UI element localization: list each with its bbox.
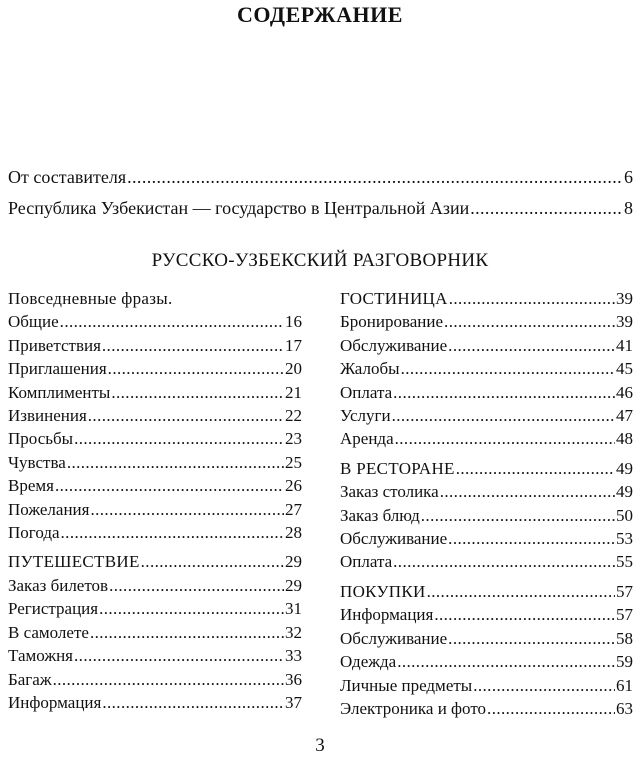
toc-page: 37 [285,692,302,712]
toc-label: Повседневные фразы. [8,289,173,308]
dot-leader [421,504,615,527]
toc-label: Чувства [8,452,66,472]
toc-entry[interactable] [8,427,302,450]
dot-leader [448,627,615,650]
dot-leader [434,603,615,626]
toc-entry[interactable] [8,451,302,474]
toc-right-column [340,287,633,726]
toc-label: Республика Узбекистан — государство в Центральной Азии [8,198,470,218]
toc-page: 27 [285,499,302,519]
toc-group [8,550,302,714]
page-title: СОДЕРЖАНИЕ [237,2,403,27]
toc-entry[interactable] [8,644,302,667]
dot-leader [393,381,615,404]
toc-page: 22 [285,406,302,426]
toc-page: 32 [285,622,302,642]
toc-label: Оплата [340,552,393,572]
dot-leader [74,644,284,667]
toc-entry[interactable] [8,334,302,357]
dot-leader [109,574,284,597]
toc-label: Информация [8,692,102,712]
toc-entry[interactable] [8,691,302,714]
dot-leader [90,621,284,644]
dot-leader [90,498,284,521]
toc-group [340,580,633,720]
toc-label: Информация [340,605,434,625]
toc-label: Приглашения [8,359,107,379]
toc-page: 57 [616,605,633,625]
toc-page: 61 [616,675,633,695]
toc-page: 6 [624,167,633,187]
toc-entry[interactable] [340,627,633,650]
toc-entry[interactable] [8,357,302,380]
toc-label: Извинения [8,406,87,426]
dot-leader [102,691,284,714]
toc-label: Личные предметы [340,675,473,695]
dot-leader [401,357,615,380]
dot-leader [456,457,615,480]
toc-group [340,457,633,574]
toc-entry[interactable] [340,404,633,427]
dot-leader [99,597,284,620]
toc-entry[interactable] [340,550,633,573]
toc-page: 49 [616,458,633,478]
dot-leader [449,287,615,310]
dot-leader [444,310,615,333]
dot-leader [102,334,284,357]
toc-group-heading[interactable] [340,287,633,310]
dot-leader [55,474,284,497]
toc-group-heading[interactable] [340,457,633,480]
toc-page: 23 [285,429,302,449]
toc-entry[interactable] [8,498,302,521]
toc-entry[interactable] [340,697,633,720]
toc-entry[interactable] [8,668,302,691]
dot-leader [440,480,615,503]
toc-label: Аренда [340,429,394,449]
toc-label: Просьбы [8,429,74,449]
toc-page: 50 [616,505,633,525]
toc-label: Комплименты [8,382,111,402]
dot-leader [448,527,615,550]
dot-leader [395,427,615,450]
toc-label: Пожелания [8,499,90,519]
toc-entry[interactable] [340,527,633,550]
toc-group-heading[interactable] [340,580,633,603]
toc-page: 48 [616,429,633,449]
toc-label: Жалобы [340,359,400,379]
toc-page: 39 [616,289,633,308]
toc-page: 31 [285,599,302,619]
dot-leader [487,697,615,720]
dot-leader [108,357,284,380]
toc-page: 28 [285,523,302,543]
section-title: РУССКО-УЗБЕКСКИЙ РАЗГОВОРНИК [151,250,489,271]
toc-label: Обслуживание [340,529,448,549]
toc-page: 25 [285,452,302,472]
toc-page: 59 [616,652,633,672]
intro-entry[interactable] [8,193,633,223]
toc-label: Заказ билетов [8,575,109,595]
dot-leader [393,550,615,573]
toc-entry[interactable] [340,357,633,380]
toc-label: От составителя [8,167,127,187]
toc-label: Бронирование [340,312,444,332]
dot-leader [392,404,615,427]
toc-group-heading[interactable] [8,550,302,573]
dot-leader [67,451,284,474]
toc-page: 20 [285,359,302,379]
dot-leader [60,310,284,333]
toc-page: 17 [285,335,302,355]
toc-label: Время [8,476,54,496]
dot-leader [427,580,615,603]
dot-leader [470,193,623,223]
toc-page: 55 [616,552,633,572]
toc-entry[interactable] [340,427,633,450]
toc-page: 36 [285,669,302,689]
toc-page: 26 [285,476,302,496]
toc-page: 49 [616,482,633,502]
toc-page: 53 [616,529,633,549]
toc-group [8,287,302,544]
toc-entry[interactable] [340,334,633,357]
toc-label: ПУТЕШЕСТВИЕ [8,552,140,572]
dot-leader [127,162,623,192]
toc-label: В самолете [8,622,89,642]
dot-leader [473,674,615,697]
toc-page: 63 [616,698,633,718]
toc-entry[interactable] [340,310,633,333]
toc-label: Одежда [340,652,397,672]
toc-page: 46 [616,382,633,402]
toc-entry[interactable] [8,621,302,644]
toc-entry[interactable] [8,310,302,333]
toc-page: 41 [616,335,633,355]
toc-entry[interactable] [8,574,302,597]
toc-label: Оплата [340,382,393,402]
toc-label: Услуги [340,406,391,426]
toc-label: ПОКУПКИ [340,581,426,601]
toc-page: 29 [285,552,302,572]
toc-page: 45 [616,359,633,379]
toc-label: ГОСТИНИЦА [340,289,448,308]
toc-group [340,287,633,451]
toc-label: Багаж [8,669,52,689]
toc-entry[interactable] [340,674,633,697]
dot-leader [53,668,284,691]
toc-label: Таможня [8,646,74,666]
toc-entry[interactable] [340,381,633,404]
dot-leader [88,404,284,427]
toc-label: Заказ столика [340,482,439,502]
toc-entry[interactable] [8,474,302,497]
toc-left-column [8,287,302,720]
toc-label: Погода [8,523,60,543]
toc-label: Приветствия [8,335,101,355]
toc-entry[interactable] [8,404,302,427]
toc-label: Регистрация [8,599,99,619]
toc-entry[interactable] [340,504,633,527]
dot-leader [448,334,615,357]
toc-page: 16 [285,312,302,332]
toc-page: 47 [616,406,633,426]
toc-entry[interactable] [8,597,302,620]
toc-label: Электроника и фото [340,698,487,718]
toc-label: Заказ блюд [340,505,420,525]
toc-page: 8 [624,198,633,218]
intro-entry[interactable] [8,162,633,192]
toc-group-heading[interactable] [8,287,302,310]
toc-label: В РЕСТОРАНЕ [340,458,455,478]
toc-entry[interactable] [8,521,302,544]
toc-entry[interactable] [340,603,633,626]
toc-page: 33 [285,646,302,666]
toc-page: 21 [285,382,302,402]
page-number: 3 [315,735,325,756]
dot-leader [141,550,284,573]
toc-entry[interactable] [8,381,302,404]
dot-leader [74,427,284,450]
dot-leader [61,521,284,544]
dot-leader [111,381,284,404]
toc-label: Обслуживание [340,335,448,355]
toc-page: 58 [616,628,633,648]
dot-leader [397,650,615,673]
toc-page: 29 [285,575,302,595]
toc-entry[interactable] [340,650,633,673]
toc-page: 57 [616,581,633,601]
toc-page: 39 [616,312,633,332]
toc-label: Обслуживание [340,628,448,648]
toc-label: Общие [8,312,59,332]
toc-entry[interactable] [340,480,633,503]
